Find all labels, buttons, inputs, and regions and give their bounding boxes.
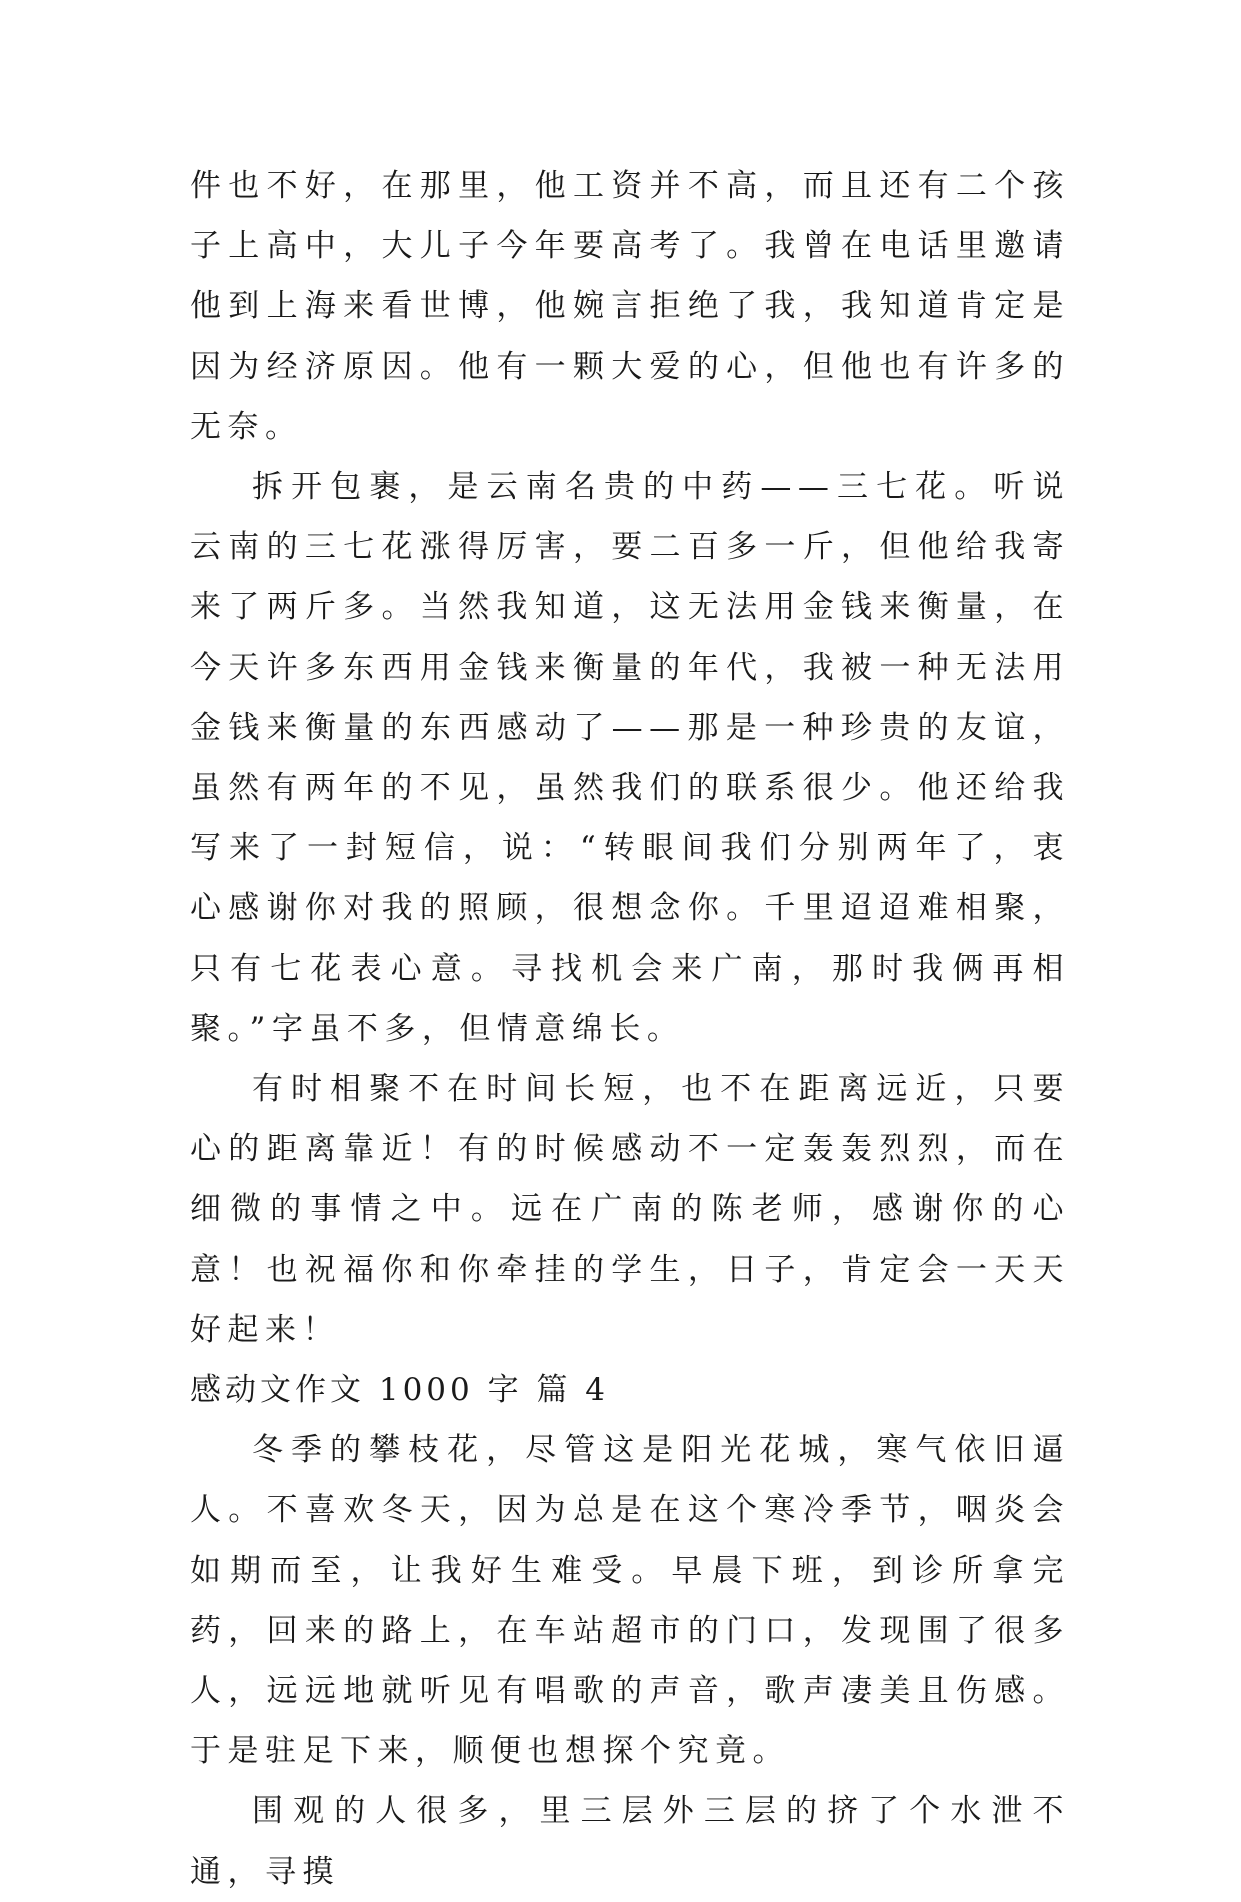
paragraph-1: 件也不好，在那里，他工资并不高，而且还有二个孩子上高中，大儿子今年要高考了。我曾在电话里邀请他到上海来看世博，他婉言拒绝了我，我知道肯定是因为经济原因。他有一颗大爱的心，但他也有许多的无奈。 [190, 168, 1070, 445]
document-body [190, 156, 1070, 1902]
paragraph-4: 冬季的攀枝花，尽管这是阳光花城，寒气依旧逼人。不喜欢冬天，因为总是在这个寒冷季节，咽炎会如期而至，让我好生难受。早晨下班，到诊所拿完药，回来的路上，在车站超市的门口，发现围了很多人，远远地就听见有唱歌的声音，歌声凄美且伤感。于是驻足下来，顺便也想探个究竟。 [190, 1432, 1070, 1770]
section-heading: 感动文作文 1000 字 篇 4 [190, 1372, 610, 1409]
paragraph-2: 拆开包裹，是云南名贵的中药——三七花。听说云南的三七花涨得厉害，要二百多一斤，但他给我寄来了两斤多。当然我知道，这无法用金钱来衡量，在今天许多东西用金钱来衡量的年代，我被一种无法用金钱来衡量的东西感动了——那是一种珍贵的友谊，虽然有两年的不见，虽然我们的联系很少。他还给我写来了一封短信，说：“转眼间我们分别两年了，衷心感谢你对我的照顾，很想念你。千里迢迢难相聚，只有七花表心意。寻找机会来广南，那时我俩再相聚。”字虽不多，但情意绵长。 [190, 469, 1070, 1047]
paragraph-5: 围观的人很多，里三层外三层的挤了个水泄不通，寻摸 [190, 1793, 1070, 1890]
paragraph-3: 有时相聚不在时间长短，也不在距离远近，只要心的距离靠近！有的时候感动不一定轰轰烈烈，而在细微的事情之中。远在广南的陈老师，感谢你的心意！也祝福你和你牵挂的学生，日子，肯定会一天天好起来！ [190, 1071, 1070, 1348]
